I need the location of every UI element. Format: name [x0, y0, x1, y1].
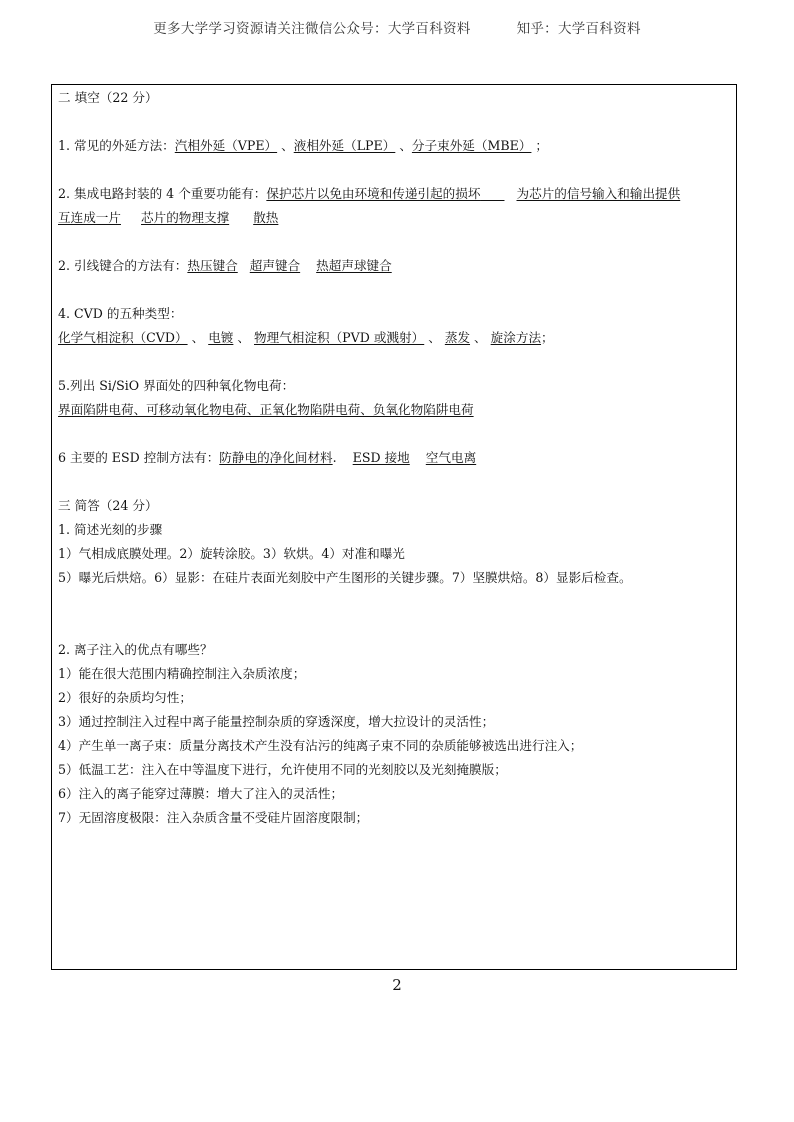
q4-separator: 、: [428, 330, 441, 345]
q3-answer-1: 热压键合: [187, 258, 238, 273]
q2-answer-2: 为芯片的信号输入和输出提供: [516, 186, 681, 201]
q6-prefix: 6 主要的 ESD 控制方法有：: [58, 450, 220, 465]
q3-prefix: 2. 引线键合的方法有：: [58, 258, 188, 273]
short-q2-item: 3）通过控制注入过程中离子能量控制杂质的穿透深度，增大拉设计的灵活性；: [58, 714, 495, 729]
header-left-text: 更多大学学习资源请关注微信公众号：大学百科资料: [153, 21, 471, 37]
q2-answer-3: 芯片的物理支撑: [141, 210, 230, 225]
q4-answer-2: 电镀: [208, 330, 234, 345]
fill-q4-answers: [58, 330, 554, 346]
q1-answer-3: 分子束外延（MBE）: [411, 138, 532, 153]
q6-answer-3: 空气电离: [425, 450, 477, 465]
short-q2-item: 1）能在很大范围内精确控制注入杂质浓度；: [58, 666, 306, 681]
q2-answer-4: 散热: [253, 210, 279, 225]
short-q2-item: 6）注入的离子能穿过薄膜：增大了注入的灵活性；: [58, 786, 344, 801]
fill-q3: [58, 258, 392, 274]
q1-end: ；: [531, 138, 549, 153]
q1-prefix: 1. 常见的外延方法：: [58, 138, 175, 153]
q4-end: ；: [541, 330, 554, 345]
short-q2-item: 2）很好的杂质均匀性；: [58, 690, 192, 705]
header-right-text: 知乎：大学百科资料: [516, 21, 641, 37]
fill-q2-line1: [58, 186, 680, 202]
short-q2-title: 2. 离子注入的优点有哪些？: [58, 642, 213, 657]
q4-separator: 、: [237, 330, 250, 345]
q1-answer-1: 汽相外延（VPE）: [174, 138, 278, 153]
short-q2-item: 4）产生单一离子束：质量分离技术产生没有沾污的纯离子束不同的杂质能够被选出进行注入；: [58, 738, 583, 753]
short-q2-item: 5）低温工艺：注入在中等温度下进行，允许使用不同的光刻胶以及光刻掩膜版；: [58, 762, 507, 777]
fill-q1: [58, 138, 548, 154]
short-q1-line-1: 1）气相成底膜处理。2）旋转涂胶。3）软烘。4）对准和曝光: [58, 546, 405, 561]
q2-answer-2-cont: 互连成一片: [58, 210, 121, 225]
q3-answer-2: 超声键合: [249, 258, 301, 273]
q4-separator: 、: [474, 330, 487, 345]
fill-q4-title: 4. CVD 的五种类型：: [58, 306, 183, 321]
q6-answer-2: ESD 接地: [352, 450, 410, 465]
q4-answer-3: 物理气相淀积（PVD 或溅射）: [254, 330, 425, 345]
q4-answer-5: 旋涂方法: [490, 330, 542, 345]
q3-answer-3: 热超声球键合: [316, 258, 392, 273]
short-q1-line-2: 5）曝光后烘焙。6）显影：在硅片表面光刻胶中产生图形的关键步骤。7）坚膜烘焙。8）显影后检查。: [58, 570, 632, 585]
page-header: [0, 17, 794, 37]
fill-q5-answer: 界面陷阱电荷、可移动氧化物电荷、正氧化物陷阱电荷、负氧化物陷阱电荷: [58, 402, 474, 417]
short-q1-title: 1. 简述光刻的步骤: [58, 522, 163, 537]
fill-q6: 6 主要的 ESD 控制方法有：防静电的净化间材料. ESD 接地 空气电离: [58, 450, 477, 465]
fill-section-heading: 二 填空（22 分）: [58, 90, 158, 105]
q1-separator: 、: [395, 138, 412, 153]
q1-separator: 、: [277, 138, 294, 153]
fill-q2-line2: [58, 210, 278, 226]
q4-answer-1: 化学气相淀积（CVD）: [58, 330, 188, 345]
q6-answer-1: 防静电的净化间材料: [219, 450, 333, 465]
short-q2-item: 7）无固溶度极限：注入杂质含量不受硅片固溶度限制；: [58, 810, 369, 825]
fill-q5-title: 5.列出 Si/SiO 界面处的四种氧化物电荷：: [58, 378, 295, 393]
q2-prefix: 2. 集成电路封装的 4 个重要功能有：: [58, 186, 267, 201]
q1-answer-2: 液相外延（LPE）: [293, 138, 396, 153]
q2-answer-1: 保护芯片以免由环境和传递引起的损坏: [266, 186, 481, 201]
page-number: 2: [392, 976, 402, 994]
short-section-heading: 三 简答（24 分）: [58, 498, 158, 513]
q4-separator: 、: [191, 330, 205, 345]
q4-answer-4: 蒸发: [444, 330, 471, 345]
